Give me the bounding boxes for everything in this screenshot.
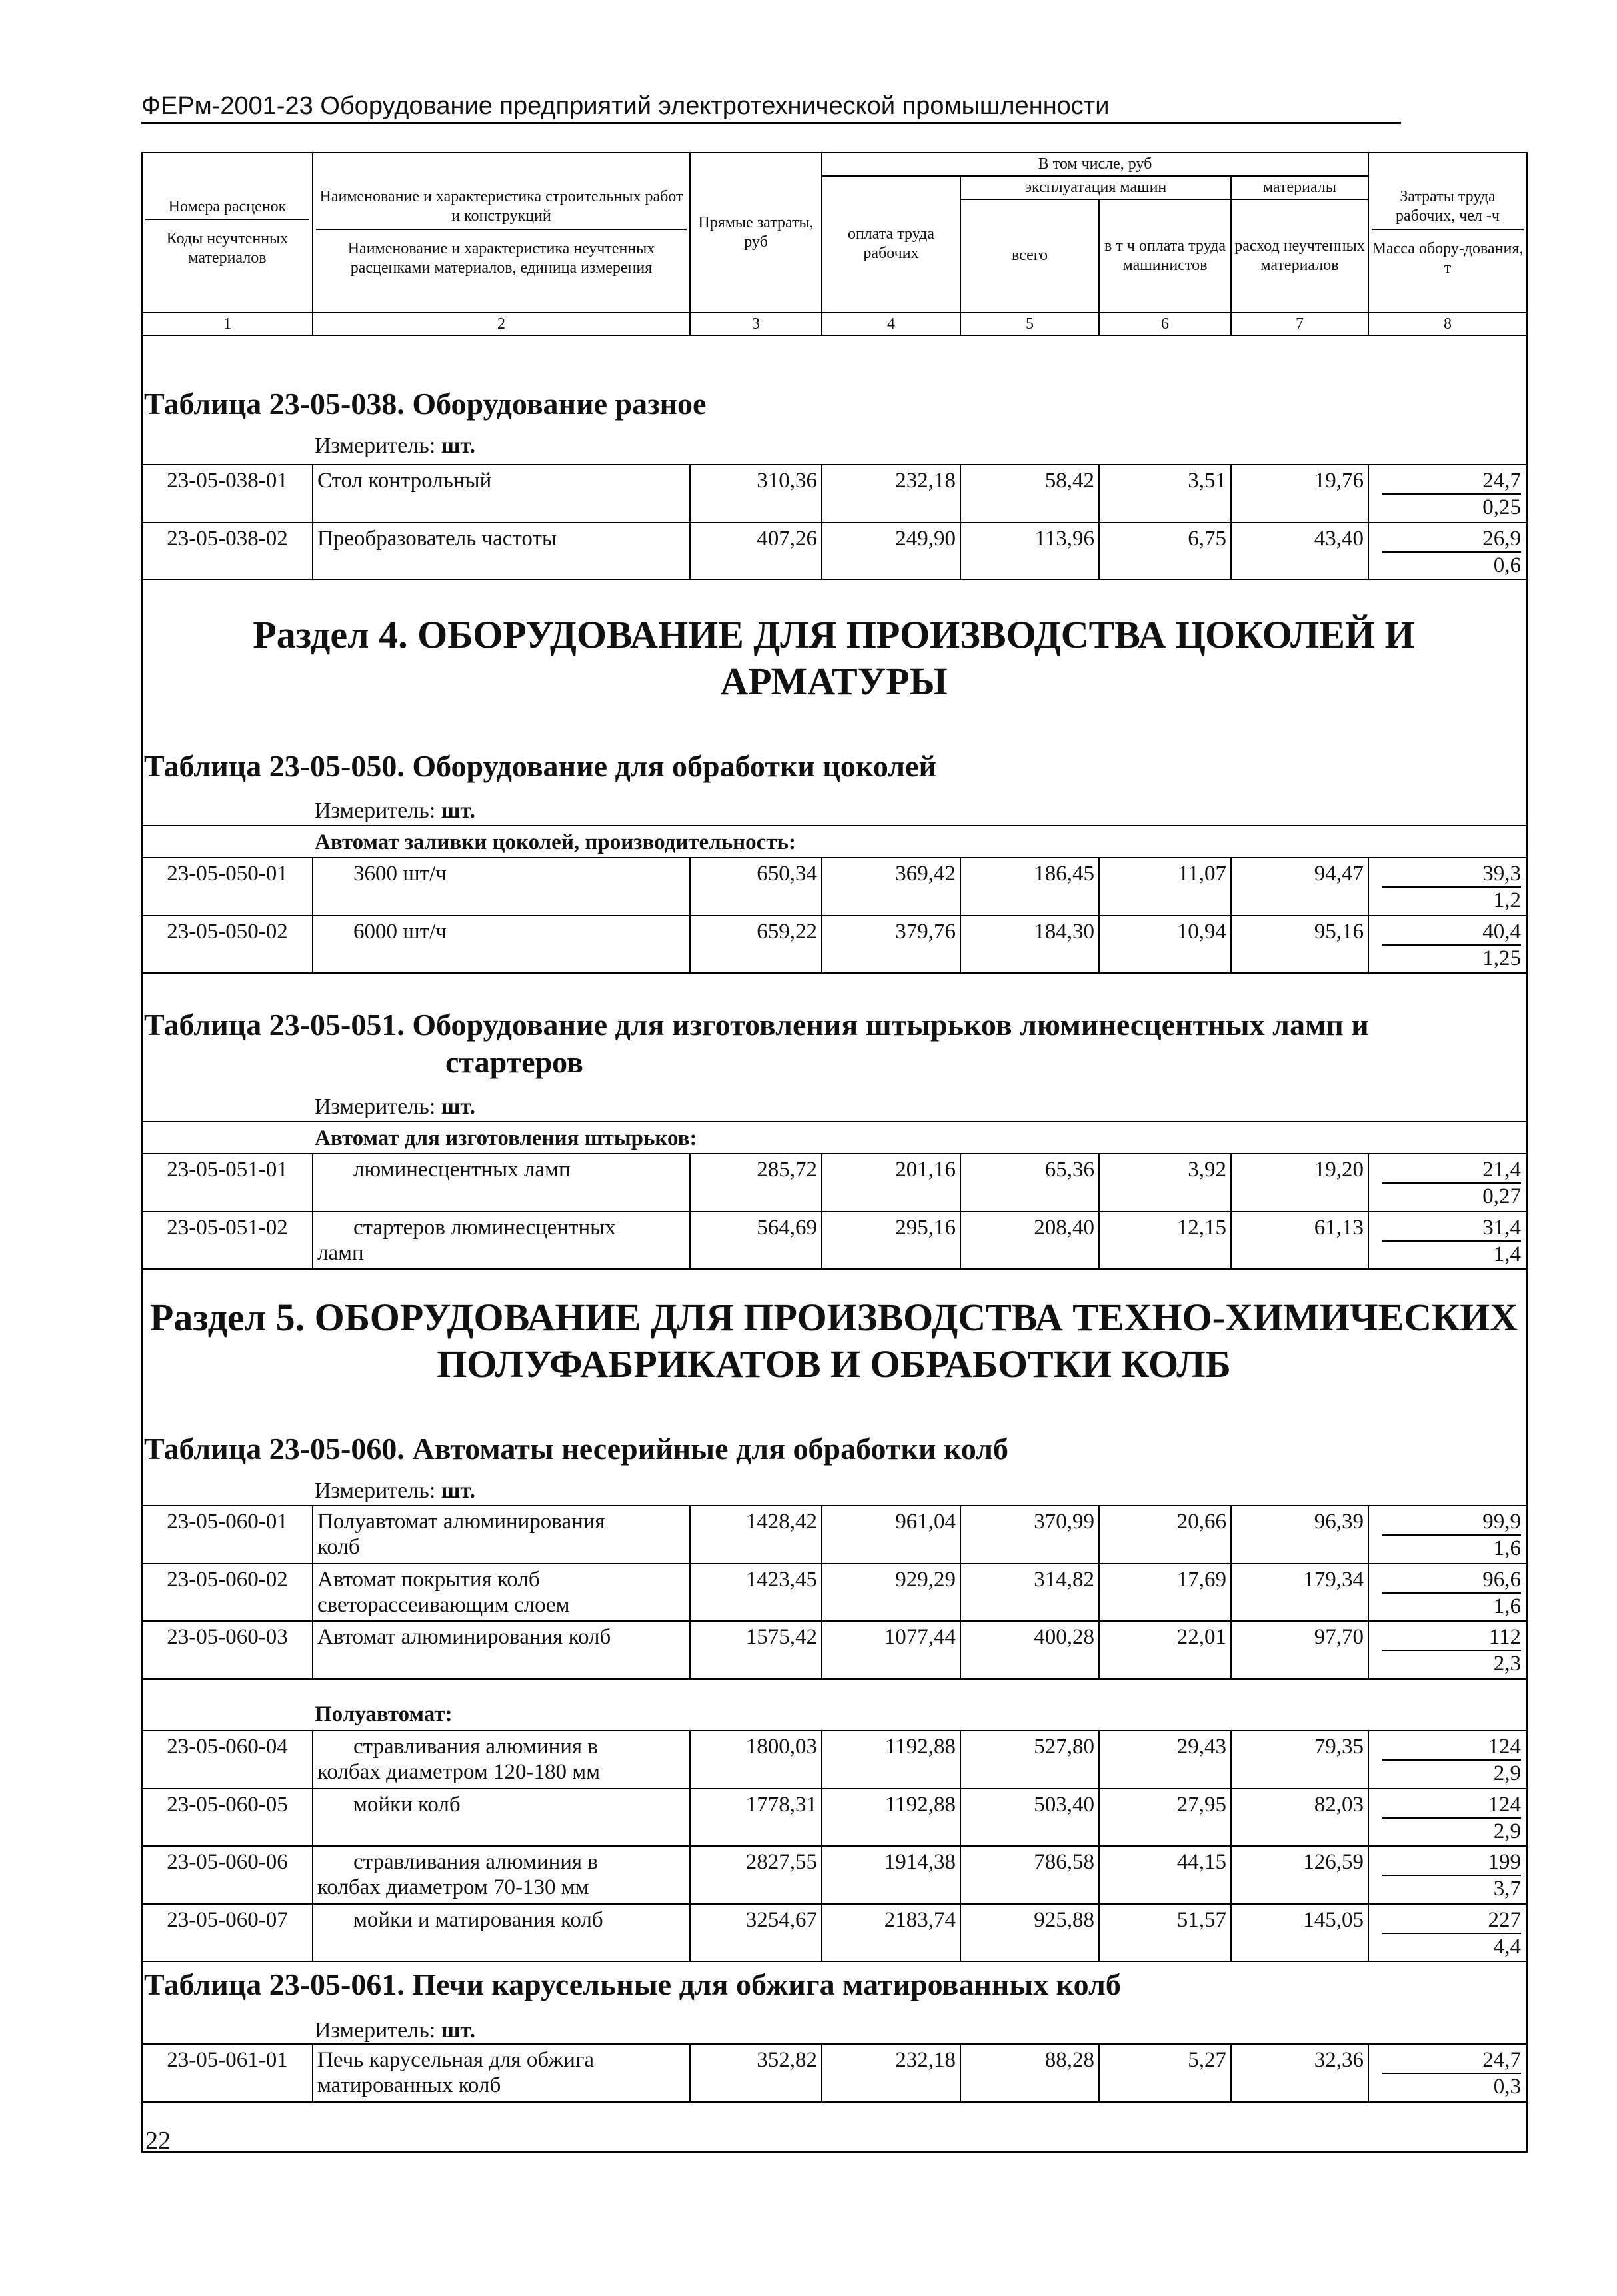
machines-operators-pay: 5,27 bbox=[1099, 2044, 1231, 2102]
machines-total: 314,82 bbox=[960, 1564, 1099, 1622]
labor-pay: 295,16 bbox=[822, 1212, 960, 1270]
labor-pay: 1192,88 bbox=[822, 1789, 960, 1847]
direct-costs: 1800,03 bbox=[690, 1731, 822, 1789]
labor-and-mass bbox=[1368, 465, 1527, 523]
labor-hours: 24,7 bbox=[1382, 2047, 1521, 2074]
rate-code: 23-05-038-02 bbox=[142, 523, 313, 580]
table-row bbox=[142, 1564, 1527, 1622]
header-materials: материалы bbox=[1231, 176, 1368, 199]
direct-costs: 352,82 bbox=[690, 2044, 822, 2102]
rate-code: 23-05-060-01 bbox=[142, 1506, 313, 1564]
table-title-038: Таблица 23-05-038. Оборудование разное bbox=[144, 387, 707, 421]
unit-051: Измеритель: шт. bbox=[315, 1094, 476, 1119]
labor-and-mass bbox=[1368, 1846, 1527, 1904]
labor-hours: 96,6 bbox=[1382, 1567, 1521, 1594]
machines-operators-pay: 20,66 bbox=[1099, 1506, 1231, 1564]
labor-hours: 112 bbox=[1382, 1624, 1521, 1651]
rate-name: мойки и матирования колб bbox=[313, 1904, 690, 1962]
header-labor-mass: Затраты труда рабочих, чел -ч Масса обору-дования, т bbox=[1368, 153, 1527, 313]
materials: 97,70 bbox=[1231, 1621, 1368, 1679]
labor-and-mass bbox=[1368, 1154, 1527, 1212]
table-060b bbox=[141, 1730, 1528, 1962]
machines-total: 88,28 bbox=[960, 2044, 1099, 2102]
machines-operators-pay: 22,01 bbox=[1099, 1621, 1231, 1679]
machines-operators-pay: 17,69 bbox=[1099, 1564, 1231, 1622]
materials: 126,59 bbox=[1231, 1846, 1368, 1904]
labor-pay: 379,76 bbox=[822, 916, 960, 974]
labor-hours: 124 bbox=[1382, 1792, 1521, 1819]
table-row bbox=[142, 1212, 1527, 1270]
equipment-mass: 0,27 bbox=[1482, 1184, 1521, 1209]
table-row bbox=[142, 916, 1527, 974]
machines-total: 503,40 bbox=[960, 1789, 1099, 1847]
rate-name: Автомат покрытия колб светорассеивающим слоем bbox=[313, 1564, 690, 1622]
labor-and-mass bbox=[1368, 1731, 1527, 1789]
table-050 bbox=[141, 857, 1528, 974]
labor-and-mass bbox=[1368, 858, 1527, 916]
machines-operators-pay: 11,07 bbox=[1099, 858, 1231, 916]
labor-hours: 124 bbox=[1382, 1734, 1521, 1761]
direct-costs: 650,34 bbox=[690, 858, 822, 916]
table-title-061: Таблица 23-05-061. Печи карусельные для обжига матированных колб bbox=[144, 1967, 1121, 2001]
materials: 19,76 bbox=[1231, 465, 1368, 523]
equipment-mass: 1,6 bbox=[1493, 1536, 1521, 1561]
table-row bbox=[142, 858, 1527, 916]
labor-hours: 26,9 bbox=[1382, 526, 1521, 553]
machines-operators-pay: 44,15 bbox=[1099, 1846, 1231, 1904]
materials: 95,16 bbox=[1231, 916, 1368, 974]
equipment-mass: 2,9 bbox=[1493, 1819, 1521, 1843]
rate-code: 23-05-060-02 bbox=[142, 1564, 313, 1622]
labor-and-mass bbox=[1368, 1212, 1527, 1270]
table-061 bbox=[141, 2043, 1528, 2103]
table-row bbox=[142, 1506, 1527, 1564]
rate-code: 23-05-038-01 bbox=[142, 465, 313, 523]
rate-code: 23-05-051-01 bbox=[142, 1154, 313, 1212]
table-row bbox=[142, 1846, 1527, 1904]
materials: 145,05 bbox=[1231, 1904, 1368, 1962]
machines-operators-pay: 12,15 bbox=[1099, 1212, 1231, 1270]
labor-hours: 39,3 bbox=[1382, 861, 1521, 888]
machines-total: 400,28 bbox=[960, 1621, 1099, 1679]
page-number: 22 bbox=[145, 2127, 171, 2155]
table-title-051: Таблица 23-05-051. Оборудование для изготовления штырьков люминесцентных ламп и стартеров bbox=[144, 1008, 1369, 1080]
machines-operators-pay: 29,43 bbox=[1099, 1731, 1231, 1789]
rate-name: люминесцентных ламп bbox=[313, 1154, 690, 1212]
labor-hours: 40,4 bbox=[1382, 919, 1521, 946]
equipment-mass: 4,4 bbox=[1493, 1934, 1521, 1959]
direct-costs: 407,26 bbox=[690, 523, 822, 580]
labor-pay: 232,18 bbox=[822, 465, 960, 523]
table-row bbox=[142, 1154, 1527, 1212]
labor-pay: 369,42 bbox=[822, 858, 960, 916]
rate-code: 23-05-060-04 bbox=[142, 1731, 313, 1789]
header-labor-pay: оплата труда рабочих bbox=[822, 176, 960, 313]
materials: 32,36 bbox=[1231, 2044, 1368, 2102]
direct-costs: 285,72 bbox=[690, 1154, 822, 1212]
header-including: В том числе, руб bbox=[822, 153, 1368, 176]
machines-total: 65,36 bbox=[960, 1154, 1099, 1212]
equipment-mass: 2,9 bbox=[1493, 1761, 1521, 1786]
table-row bbox=[142, 523, 1527, 580]
group-060: Полуавтомат: bbox=[315, 1702, 453, 1726]
materials: 179,34 bbox=[1231, 1564, 1368, 1622]
direct-costs: 1778,31 bbox=[690, 1789, 822, 1847]
machines-total: 58,42 bbox=[960, 465, 1099, 523]
machines-operators-pay: 27,95 bbox=[1099, 1789, 1231, 1847]
machines-total: 113,96 bbox=[960, 523, 1099, 580]
table-row bbox=[142, 1904, 1527, 1962]
header-incl-operators: в т ч оплата труда машинистов bbox=[1099, 199, 1231, 313]
materials: 82,03 bbox=[1231, 1789, 1368, 1847]
rate-name: Полуавтомат алюминирования колб bbox=[313, 1506, 690, 1564]
direct-costs: 564,69 bbox=[690, 1212, 822, 1270]
machines-operators-pay: 51,57 bbox=[1099, 1904, 1231, 1962]
machines-operators-pay: 3,92 bbox=[1099, 1154, 1231, 1212]
labor-pay: 201,16 bbox=[822, 1154, 960, 1212]
machines-total: 786,58 bbox=[960, 1846, 1099, 1904]
header-machines: эксплуатация машин bbox=[960, 176, 1231, 199]
rate-name: стартеров люминесцентных ламп bbox=[313, 1212, 690, 1270]
column-header bbox=[141, 152, 1528, 336]
labor-pay: 1077,44 bbox=[822, 1621, 960, 1679]
equipment-mass: 1,2 bbox=[1493, 888, 1521, 913]
rate-name: Печь карусельная для обжига матированных колб bbox=[313, 2044, 690, 2102]
table-060a bbox=[141, 1505, 1528, 1680]
direct-costs: 1423,45 bbox=[690, 1564, 822, 1622]
machines-operators-pay: 3,51 bbox=[1099, 465, 1231, 523]
machines-total: 186,45 bbox=[960, 858, 1099, 916]
table-038 bbox=[141, 464, 1528, 580]
rate-code: 23-05-060-06 bbox=[142, 1846, 313, 1904]
labor-hours: 99,9 bbox=[1382, 1509, 1521, 1536]
machines-total: 370,99 bbox=[960, 1506, 1099, 1564]
header-codes: Номера расценок Коды неучтенных материалов bbox=[142, 153, 313, 313]
materials: 43,40 bbox=[1231, 523, 1368, 580]
labor-pay: 1914,38 bbox=[822, 1846, 960, 1904]
table-title-060: Таблица 23-05-060. Автоматы несерийные для обработки колб bbox=[144, 1432, 1009, 1466]
labor-pay: 2183,74 bbox=[822, 1904, 960, 1962]
labor-pay: 232,18 bbox=[822, 2044, 960, 2102]
equipment-mass: 1,4 bbox=[1493, 1242, 1521, 1266]
materials: 94,47 bbox=[1231, 858, 1368, 916]
equipment-mass: 1,25 bbox=[1482, 946, 1521, 970]
header-names: Наименование и характеристика строительных работ и конструкций Наименование и характеристика неучтенных расценками материалов, единица измерения bbox=[313, 153, 690, 313]
equipment-mass: 3,7 bbox=[1493, 1877, 1521, 1901]
table-row bbox=[142, 465, 1527, 523]
direct-costs: 3254,67 bbox=[690, 1904, 822, 1962]
table-row bbox=[142, 2044, 1527, 2102]
direct-costs: 2827,55 bbox=[690, 1846, 822, 1904]
labor-and-mass bbox=[1368, 1506, 1527, 1564]
materials: 96,39 bbox=[1231, 1506, 1368, 1564]
machines-total: 208,40 bbox=[960, 1212, 1099, 1270]
machines-total: 527,80 bbox=[960, 1731, 1099, 1789]
rate-name: Автомат алюминирования колб bbox=[313, 1621, 690, 1679]
rate-code: 23-05-051-02 bbox=[142, 1212, 313, 1270]
machines-operators-pay: 6,75 bbox=[1099, 523, 1231, 580]
equipment-mass: 0,25 bbox=[1482, 495, 1521, 520]
labor-hours: 199 bbox=[1382, 1849, 1521, 1876]
equipment-mass: 1,6 bbox=[1493, 1594, 1521, 1618]
labor-pay: 929,29 bbox=[822, 1564, 960, 1622]
labor-and-mass bbox=[1368, 523, 1527, 580]
header-direct-costs: Прямые затраты, руб bbox=[690, 153, 822, 313]
unit-060: Измеритель: шт. bbox=[315, 1478, 476, 1503]
table-row bbox=[142, 1731, 1527, 1789]
labor-and-mass bbox=[1368, 1904, 1527, 1962]
labor-hours: 227 bbox=[1382, 1907, 1521, 1934]
labor-and-mass bbox=[1368, 2044, 1527, 2102]
table-row bbox=[142, 1621, 1527, 1679]
rate-code: 23-05-060-05 bbox=[142, 1789, 313, 1847]
rate-code: 23-05-060-03 bbox=[142, 1621, 313, 1679]
equipment-mass: 0,3 bbox=[1493, 2075, 1521, 2099]
page-header: ФЕРм-2001-23 Оборудование предприятий электротехнической промышленности bbox=[141, 92, 1401, 124]
rate-name: стравливания алюминия в колбах диаметром 70-130 мм bbox=[313, 1846, 690, 1904]
table-title-050: Таблица 23-05-050. Оборудование для обработки цоколей bbox=[144, 749, 936, 783]
equipment-mass: 0,6 bbox=[1493, 553, 1521, 577]
rate-name: Стол контрольный bbox=[313, 465, 690, 523]
direct-costs: 659,22 bbox=[690, 916, 822, 974]
rate-name: 6000 шт/ч bbox=[313, 916, 690, 974]
group-051: Автомат для изготовления штырьков: bbox=[315, 1126, 697, 1150]
direct-costs: 1575,42 bbox=[690, 1621, 822, 1679]
machines-operators-pay: 10,94 bbox=[1099, 916, 1231, 974]
rate-code: 23-05-060-07 bbox=[142, 1904, 313, 1962]
direct-costs: 310,36 bbox=[690, 465, 822, 523]
group-050: Автомат заливки цоколей, производительность: bbox=[315, 830, 796, 854]
materials: 61,13 bbox=[1231, 1212, 1368, 1270]
labor-hours: 21,4 bbox=[1382, 1157, 1521, 1184]
unit-038: Измеритель: шт. bbox=[315, 433, 476, 458]
labor-and-mass bbox=[1368, 916, 1527, 974]
header-number-row: 1 2 3 4 5 6 7 8 bbox=[142, 313, 1527, 336]
labor-pay: 249,90 bbox=[822, 523, 960, 580]
labor-hours: 24,7 bbox=[1382, 468, 1521, 495]
labor-and-mass bbox=[1368, 1564, 1527, 1622]
section-4-title: Раздел 4. ОБОРУДОВАНИЕ ДЛЯ ПРОИЗВОДСТВА ЦОКОЛЕЙ И АРМАТУРЫ bbox=[253, 613, 1415, 703]
unit-061: Измеритель: шт. bbox=[315, 2018, 476, 2043]
rate-code: 23-05-061-01 bbox=[142, 2044, 313, 2102]
labor-and-mass bbox=[1368, 1621, 1527, 1679]
section-5-title: Раздел 5. ОБОРУДОВАНИЕ ДЛЯ ПРОИЗВОДСТВА ТЕХНО-ХИМИЧЕСКИХ ПОЛУФАБРИКАТОВ И ОБРАБОТКИ КОЛБ bbox=[149, 1296, 1518, 1386]
materials: 19,20 bbox=[1231, 1154, 1368, 1212]
labor-pay: 961,04 bbox=[822, 1506, 960, 1564]
direct-costs: 1428,42 bbox=[690, 1506, 822, 1564]
rate-name: мойки колб bbox=[313, 1789, 690, 1847]
header-total: всего bbox=[960, 199, 1099, 313]
table-051 bbox=[141, 1153, 1528, 1270]
rate-code: 23-05-050-02 bbox=[142, 916, 313, 974]
materials: 79,35 bbox=[1231, 1731, 1368, 1789]
rate-name: Преобразователь частоты bbox=[313, 523, 690, 580]
rate-name: 3600 шт/ч bbox=[313, 858, 690, 916]
labor-hours: 31,4 bbox=[1382, 1215, 1521, 1242]
table-row bbox=[142, 1789, 1527, 1847]
rate-code: 23-05-050-01 bbox=[142, 858, 313, 916]
machines-total: 925,88 bbox=[960, 1904, 1099, 1962]
unit-050: Измеритель: шт. bbox=[315, 798, 476, 823]
labor-pay: 1192,88 bbox=[822, 1731, 960, 1789]
header-material-use: расход неучтенных материалов bbox=[1231, 199, 1368, 313]
equipment-mass: 2,3 bbox=[1493, 1652, 1521, 1676]
labor-and-mass bbox=[1368, 1789, 1527, 1847]
machines-total: 184,30 bbox=[960, 916, 1099, 974]
rate-name: стравливания алюминия в колбах диаметром 120-180 мм bbox=[313, 1731, 690, 1789]
